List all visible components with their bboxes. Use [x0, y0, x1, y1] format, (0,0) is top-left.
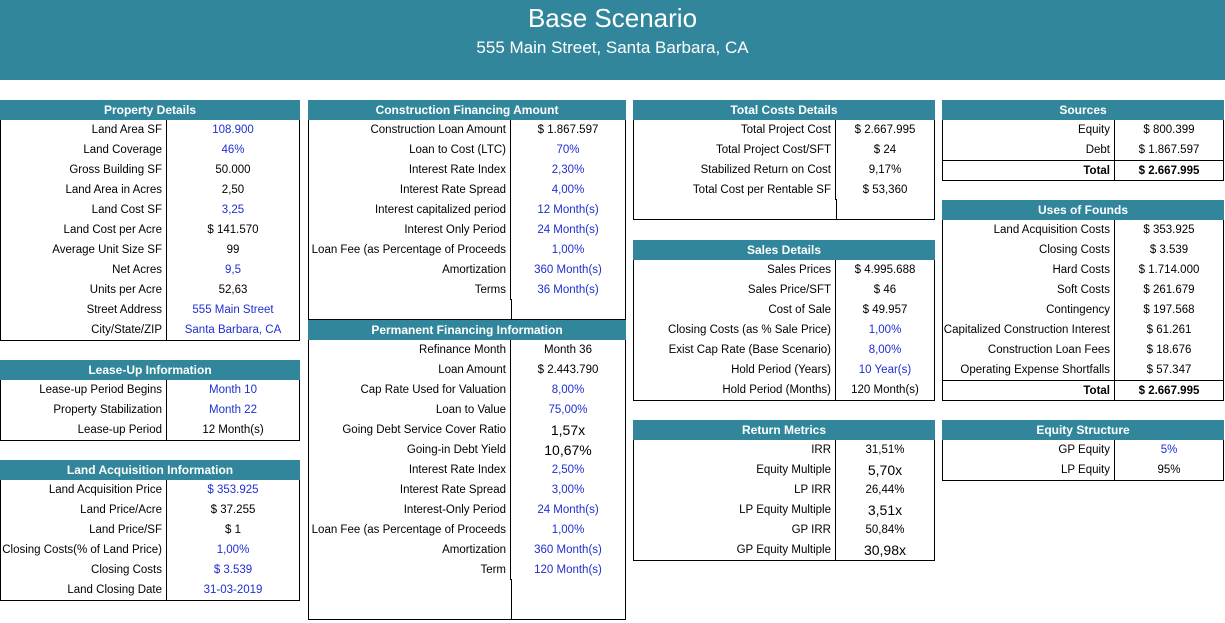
row-label: Sales Price/SFT	[634, 280, 836, 300]
table-row	[943, 440, 1223, 460]
row-label: Refinance Month	[309, 340, 511, 360]
total-value: $ 2.667.995	[1138, 165, 1200, 177]
table-row	[943, 220, 1223, 240]
row-value[interactable]: Month 22	[209, 404, 257, 416]
row-label: Lease-up Period Begins	[1, 380, 167, 400]
property-details-panel	[0, 100, 300, 341]
table-row	[634, 280, 934, 300]
row-value: $ 261.679	[1143, 284, 1195, 296]
row-value: $ 24	[873, 144, 897, 156]
table-row	[634, 180, 934, 200]
row-label: Interest Rate Index	[309, 460, 511, 480]
row-label: Land Area SF	[1, 120, 167, 140]
table-row	[309, 280, 625, 300]
row-label: Loan to Cost (LTC)	[309, 140, 511, 160]
table-row	[634, 540, 934, 560]
row-value: $ 1.867.597	[537, 124, 599, 136]
row-label: LP Equity	[943, 460, 1115, 480]
row-label: Going Debt Service Cover Ratio	[309, 420, 511, 440]
equity-structure-panel	[942, 420, 1224, 481]
table-row	[1, 180, 299, 200]
row-label: Construction Loan Amount	[309, 120, 511, 140]
row-value[interactable]: 3,00%	[551, 484, 585, 496]
row-value: 50.000	[215, 164, 251, 176]
row-value[interactable]: 555 Main Street	[192, 304, 274, 316]
panel-body	[942, 220, 1224, 401]
total-costs-panel	[633, 100, 935, 220]
row-value: 2,50	[221, 184, 245, 196]
row-label: City/State/ZIP	[1, 320, 167, 340]
table-row	[309, 260, 625, 280]
table-row	[634, 440, 934, 460]
panel-body	[633, 440, 935, 561]
row-label: Interest Rate Spread	[309, 480, 511, 500]
table-row	[634, 120, 934, 140]
row-label: Closing Costs	[943, 240, 1115, 260]
table-row	[943, 280, 1223, 300]
row-value[interactable]: 8,00%	[551, 384, 585, 396]
row-value[interactable]: 4,00%	[551, 184, 585, 196]
row-label: Sales Prices	[634, 260, 836, 280]
panel-header: Property Details	[0, 100, 300, 120]
table-row	[1, 240, 299, 260]
row-label: Loan to Value	[309, 400, 511, 420]
panel-header: Sources	[942, 100, 1224, 120]
construction-financing-panel	[308, 100, 626, 320]
row-label: Land Acquisition Price	[1, 480, 167, 500]
row-label: Construction Loan Fees	[943, 340, 1115, 360]
table-row	[309, 440, 625, 460]
total-value: $ 2.667.995	[1138, 385, 1200, 397]
row-label: IRR	[634, 440, 836, 460]
return-metrics-panel	[633, 420, 935, 561]
table-row	[634, 160, 934, 180]
row-value: 3,51x	[867, 502, 903, 518]
row-value[interactable]: 9,5	[225, 264, 241, 276]
panel-header: Lease-Up Information	[0, 360, 300, 380]
table-row	[309, 540, 625, 560]
row-label: Property Stabilization	[1, 400, 167, 420]
table-row	[309, 360, 625, 380]
row-label: Hold Period (Years)	[634, 360, 836, 380]
row-label: Land Acquisition Costs	[943, 220, 1115, 240]
row-label: Interest-Only Period	[309, 500, 511, 520]
row-value[interactable]: 120 Month(s)	[534, 564, 602, 576]
row-value[interactable]: 2,30%	[551, 164, 585, 176]
table-row	[1, 540, 299, 560]
row-label: Terms	[309, 280, 511, 300]
table-row	[309, 140, 625, 160]
row-label: Equity Multiple	[634, 460, 836, 480]
table-row	[1, 220, 299, 240]
row-value: 5,70x	[867, 462, 903, 478]
table-row	[1, 520, 299, 540]
panel-header: Permanent Financing Information	[308, 320, 626, 340]
panel-body	[0, 380, 300, 441]
row-value[interactable]: 24 Month(s)	[537, 224, 599, 236]
row-value: 30,98x	[863, 542, 907, 558]
row-label: Cost of Sale	[634, 300, 836, 320]
table-row	[1, 160, 299, 180]
row-label: Hard Costs	[943, 260, 1115, 280]
column-divider	[309, 579, 512, 619]
panel-body	[0, 480, 300, 601]
row-value: 52,63	[218, 284, 248, 296]
row-label: LP Equity Multiple	[634, 500, 836, 520]
row-label: Contingency	[943, 300, 1115, 320]
row-label: Land Coverage	[1, 140, 167, 160]
row-label: Closing Costs(% of Land Price)	[1, 540, 167, 560]
total-row	[943, 380, 1223, 400]
row-label: Debt	[943, 140, 1115, 160]
row-label: Hold Period (Months)	[634, 380, 836, 400]
row-label: Lease-up Period	[1, 420, 167, 440]
row-label: Interest capitalized period	[309, 200, 511, 220]
row-value: $ 53,360	[862, 184, 908, 196]
table-row	[1, 140, 299, 160]
table-row	[634, 360, 934, 380]
total-label: Total	[943, 161, 1115, 180]
total-label: Total	[943, 381, 1115, 400]
row-value[interactable]: 10 Year(s)	[858, 364, 912, 376]
row-label: Operating Expense Shortfalls	[943, 360, 1115, 380]
table-row	[943, 300, 1223, 320]
table-row	[1, 400, 299, 420]
total-row	[943, 160, 1223, 180]
table-row	[309, 420, 625, 440]
table-row	[309, 460, 625, 480]
panel-body	[0, 120, 300, 341]
row-value: 26,44%	[865, 484, 905, 496]
row-label: Amortization	[309, 540, 511, 560]
row-label: Going-in Debt Yield	[309, 440, 511, 460]
panel-body	[633, 120, 935, 220]
row-value[interactable]: 108.900	[212, 124, 254, 136]
table-row	[309, 520, 625, 540]
table-row	[309, 340, 625, 360]
row-label: Land Price/SF	[1, 520, 167, 540]
row-label: Stabilized Return on Cost	[634, 160, 836, 180]
panel-header: Construction Financing Amount	[308, 100, 626, 120]
row-label: Land Cost SF	[1, 200, 167, 220]
table-row	[309, 380, 625, 400]
row-value[interactable]: 46%	[221, 144, 245, 156]
table-row	[634, 460, 934, 480]
row-label: Street Address	[1, 300, 167, 320]
page-subtitle: 555 Main Street, Santa Barbara, CA	[476, 38, 749, 57]
row-value: $ 2.443.790	[537, 364, 599, 376]
row-label: Land Area in Acres	[1, 180, 167, 200]
row-value: $ 61.261	[1146, 324, 1192, 336]
row-value: $ 3.539	[1149, 244, 1189, 256]
table-row	[309, 220, 625, 240]
table-row	[309, 480, 625, 500]
row-label: Capitalized Construction Interest	[943, 320, 1115, 340]
row-value: $ 4.995.688	[854, 264, 916, 276]
row-value: $ 800.399	[1143, 124, 1195, 136]
row-label: Closing Costs	[1, 560, 167, 580]
row-label: Interest Rate Spread	[309, 180, 511, 200]
row-label: Closing Costs (as % Sale Price)	[634, 320, 836, 340]
table-row	[943, 460, 1223, 480]
sales-details-panel	[633, 240, 935, 401]
row-label: Total Project Cost/SFT	[634, 140, 836, 160]
row-value[interactable]: 36 Month(s)	[537, 284, 599, 296]
table-row	[1, 120, 299, 140]
table-row	[1, 300, 299, 320]
row-label: Net Acres	[1, 260, 167, 280]
table-row	[1, 260, 299, 280]
row-value[interactable]: 24 Month(s)	[537, 504, 599, 516]
table-row	[634, 380, 934, 400]
row-label: Total Project Cost	[634, 120, 836, 140]
row-value: $ 353.925	[1143, 224, 1195, 236]
row-value[interactable]: 360 Month(s)	[534, 264, 602, 276]
panel-header: Uses of Founds	[942, 200, 1224, 220]
column-divider	[309, 299, 512, 319]
title-banner	[0, 0, 1225, 80]
uses-of-funds-panel	[942, 200, 1224, 401]
table-row	[943, 360, 1223, 380]
table-row	[1, 320, 299, 340]
row-label: Average Unit Size SF	[1, 240, 167, 260]
row-value[interactable]: 1,00%	[551, 524, 585, 536]
row-value[interactable]: Santa Barbara, CA	[184, 324, 282, 336]
row-label: Equity	[943, 120, 1115, 140]
row-value: $ 37.255	[210, 504, 256, 516]
row-value: 50,84%	[865, 524, 905, 536]
row-value[interactable]: Month 10	[209, 384, 257, 396]
table-row	[1, 480, 299, 500]
row-value: 12 Month(s)	[202, 424, 264, 436]
row-label: Soft Costs	[943, 280, 1115, 300]
row-value: 10,67%	[544, 442, 592, 458]
row-label: Land Price/Acre	[1, 500, 167, 520]
row-value[interactable]: $ 3.539	[213, 564, 253, 576]
table-row	[634, 140, 934, 160]
row-label: Amortization	[309, 260, 511, 280]
land-acquisition-panel	[0, 460, 300, 601]
panel-header: Total Costs Details	[633, 100, 935, 120]
permanent-financing-panel	[308, 320, 626, 620]
row-value[interactable]: 75,00%	[548, 404, 588, 416]
row-value[interactable]: 2,50%	[551, 464, 585, 476]
panel-body	[308, 340, 626, 620]
table-row	[309, 240, 625, 260]
table-row	[634, 480, 934, 500]
table-row	[634, 340, 934, 360]
panel-body	[308, 120, 626, 320]
row-value[interactable]: 360 Month(s)	[534, 544, 602, 556]
sources-panel	[942, 100, 1224, 181]
table-row	[309, 120, 625, 140]
row-label: Gross Building SF	[1, 160, 167, 180]
row-label: Land Cost per Acre	[1, 220, 167, 240]
row-value: Month 36	[544, 344, 592, 356]
table-row	[309, 560, 625, 580]
panel-header: Land Acquisition Information	[0, 460, 300, 480]
table-row	[943, 260, 1223, 280]
row-value[interactable]: 1,00%	[868, 324, 902, 336]
row-label: GP Equity	[943, 440, 1115, 460]
table-row	[1, 560, 299, 580]
row-value: $ 49.957	[862, 304, 908, 316]
row-value[interactable]: 8,00%	[868, 344, 902, 356]
table-row	[309, 180, 625, 200]
row-label: LP IRR	[634, 480, 836, 500]
row-label: Term	[309, 560, 511, 580]
table-row	[943, 120, 1223, 140]
table-row	[943, 320, 1223, 340]
table-row	[309, 200, 625, 220]
row-label: Loan Fee (as Percentage of Proceeds	[309, 520, 511, 540]
row-label: Exist Cap Rate (Base Scenario)	[634, 340, 836, 360]
table-row	[634, 500, 934, 520]
row-label: Total Cost per Rentable SF	[634, 180, 836, 200]
row-value[interactable]: 1,00%	[551, 244, 585, 256]
table-row	[1, 420, 299, 440]
row-label: Loan Amount	[309, 360, 511, 380]
table-row	[1, 200, 299, 220]
table-row	[943, 240, 1223, 260]
row-label: Loan Fee (as Percentage of Proceeds	[309, 240, 511, 260]
panel-body	[633, 260, 935, 401]
table-row	[309, 160, 625, 180]
row-value: 9,17%	[868, 164, 902, 176]
row-value[interactable]: 5%	[1160, 444, 1178, 456]
row-value[interactable]: 31-03-2019	[203, 584, 263, 596]
row-value[interactable]: $ 353.925	[207, 484, 259, 496]
column-divider	[634, 199, 837, 219]
row-value: $ 1.714.000	[1138, 264, 1200, 276]
table-row	[634, 320, 934, 340]
row-label: Interest Only Period	[309, 220, 511, 240]
table-row	[943, 140, 1223, 160]
panel-header: Return Metrics	[633, 420, 935, 440]
table-row	[309, 400, 625, 420]
row-value: $ 141.570	[207, 224, 259, 236]
row-value: 99	[226, 244, 240, 256]
row-value: 95%	[1157, 464, 1181, 476]
table-row	[309, 500, 625, 520]
lease-up-panel	[0, 360, 300, 441]
row-value: $ 1.867.597	[1138, 144, 1200, 156]
table-row	[1, 500, 299, 520]
table-row	[1, 580, 299, 600]
row-label: GP IRR	[634, 520, 836, 540]
table-row	[1, 280, 299, 300]
row-value[interactable]: 1,00%	[216, 544, 250, 556]
row-value: $ 2.667.995	[854, 124, 916, 136]
panel-body	[942, 440, 1224, 481]
panel-body	[942, 120, 1224, 181]
row-value: $ 1	[225, 524, 241, 536]
row-value: $ 197.568	[1143, 304, 1195, 316]
row-value[interactable]: 70%	[556, 144, 580, 156]
row-label: Interest Rate Index	[309, 160, 511, 180]
row-value: $ 18.676	[1146, 344, 1192, 356]
table-row	[943, 340, 1223, 360]
row-label: Land Closing Date	[1, 580, 167, 600]
row-value[interactable]: 3,25	[221, 204, 245, 216]
table-row	[634, 520, 934, 540]
row-label: Cap Rate Used for Valuation	[309, 380, 511, 400]
panel-header: Sales Details	[633, 240, 935, 260]
row-value: 120 Month(s)	[851, 384, 919, 396]
row-value: 31,51%	[865, 444, 905, 456]
row-value: 1,57x	[550, 422, 586, 438]
table-row	[1, 380, 299, 400]
page-title: Base Scenario	[527, 3, 698, 33]
row-value: $ 57.347	[1146, 364, 1192, 376]
table-row	[634, 300, 934, 320]
table-row	[634, 260, 934, 280]
row-value: $ 46	[873, 284, 897, 296]
row-label: GP Equity Multiple	[634, 540, 836, 560]
row-value[interactable]: 12 Month(s)	[537, 204, 599, 216]
row-label: Units per Acre	[1, 280, 167, 300]
panel-header: Equity Structure	[942, 420, 1224, 440]
